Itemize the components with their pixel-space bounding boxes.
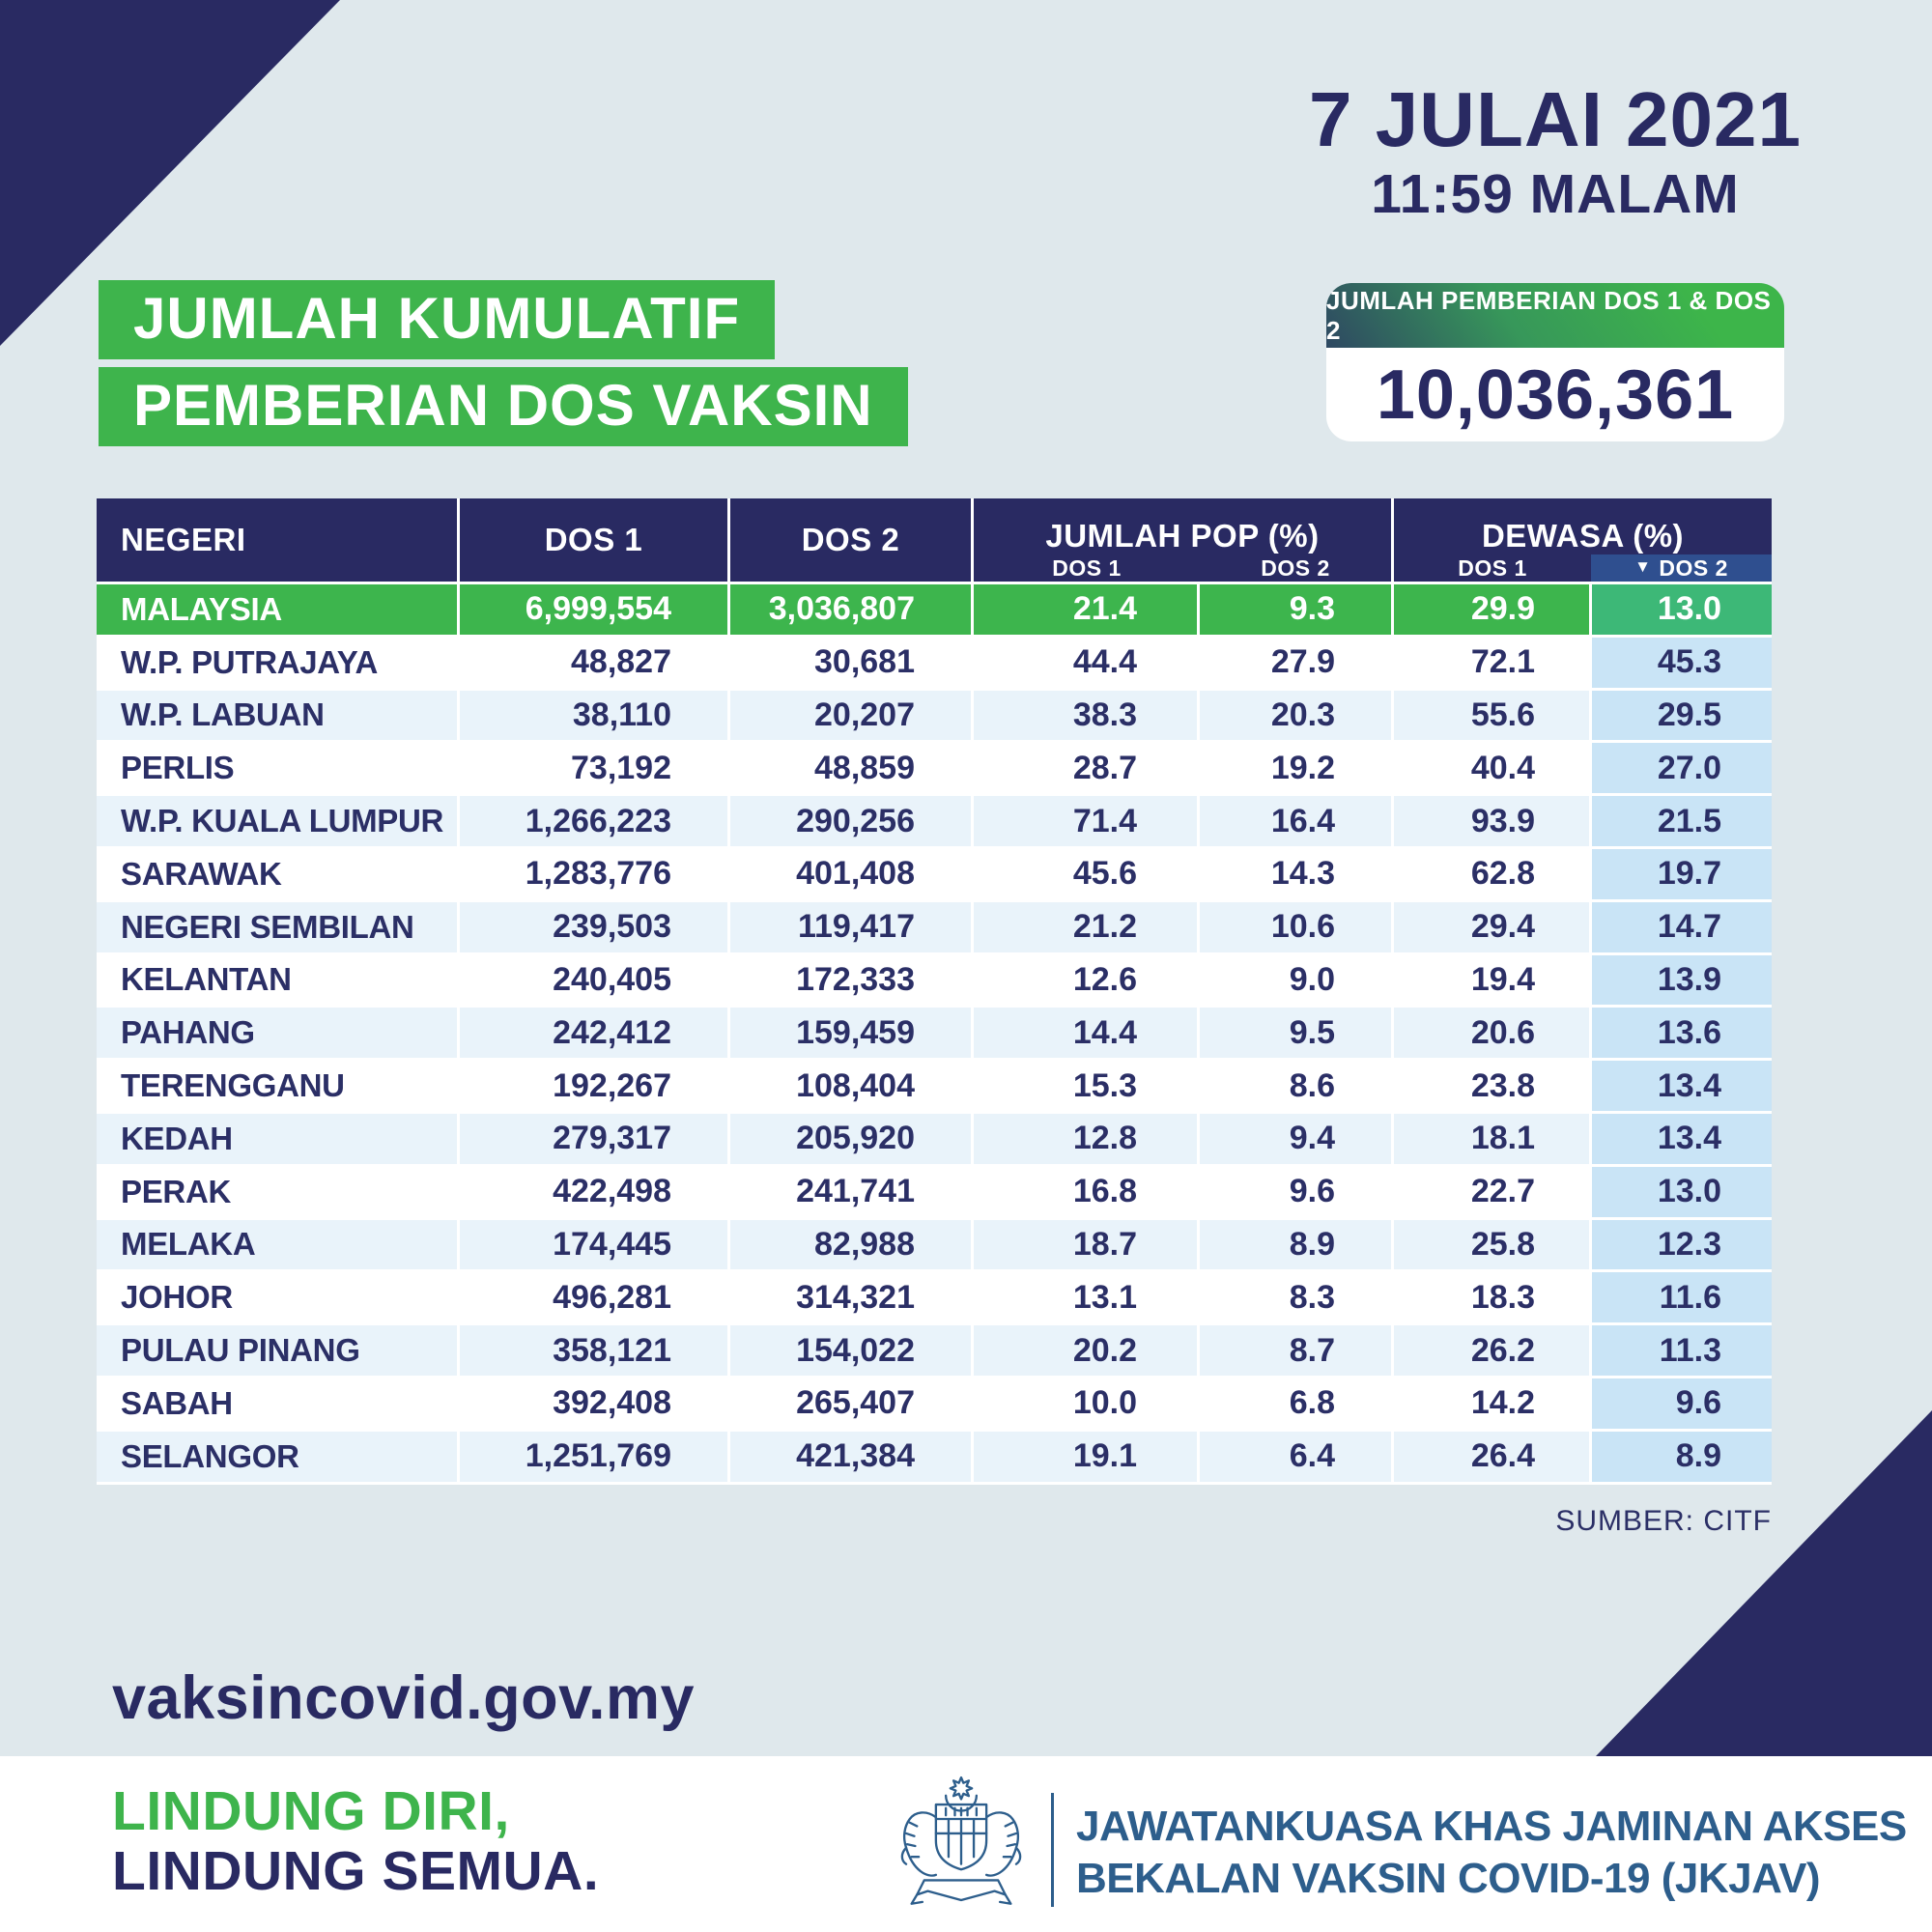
cell-dos2: 119,417 (730, 902, 974, 952)
cell-pop1: 71.4 (974, 796, 1200, 846)
table-row-state (97, 1114, 1772, 1167)
page-title-line2: PEMBERIAN DOS VAKSIN (99, 367, 908, 446)
cell-pop1: 18.7 (974, 1220, 1200, 1270)
cell-dew2: 13.4 (1592, 1114, 1772, 1164)
sort-descending-icon: ▼ (1634, 557, 1652, 576)
cell-pop1: 19.1 (974, 1432, 1200, 1482)
cell-dew2: 19.7 (1592, 849, 1772, 899)
table-row-state (97, 902, 1772, 955)
cell-pop1: 16.8 (974, 1167, 1200, 1217)
subheader-pop-dos2: DOS 2 (1261, 554, 1330, 581)
group-header-dewasa: DEWASA (%) (1481, 518, 1685, 554)
cell-pop2: 9.5 (1200, 1008, 1394, 1058)
cell-pop2: 9.3 (1200, 584, 1394, 635)
cell-pop2: 14.3 (1200, 849, 1394, 899)
cell-dew2: 45.3 (1592, 638, 1772, 688)
table-row-state (97, 1432, 1772, 1485)
cell-dos2: 82,988 (730, 1220, 974, 1270)
table-row-state (97, 1272, 1772, 1325)
cell-pop2: 6.8 (1200, 1378, 1394, 1429)
cell-state-name: MELAKA (97, 1220, 460, 1270)
cell-dos2: 154,022 (730, 1325, 974, 1376)
cell-dos1: 239,503 (460, 902, 730, 952)
cell-dew1: 55.6 (1394, 691, 1592, 741)
cell-pop2: 9.4 (1200, 1114, 1394, 1164)
cell-dew1: 40.4 (1394, 743, 1592, 793)
cell-pop1: 44.4 (974, 638, 1200, 688)
slogan-line1: LINDUNG DIRI, (112, 1780, 510, 1842)
vaccination-table (97, 498, 1772, 1485)
cell-pop2: 9.6 (1200, 1167, 1394, 1217)
cell-dew2: 13.0 (1592, 584, 1772, 635)
cell-dos2: 401,408 (730, 849, 974, 899)
cell-dos2: 314,321 (730, 1272, 974, 1322)
cell-dos2: 241,741 (730, 1167, 974, 1217)
cell-pop2: 8.6 (1200, 1061, 1394, 1111)
cell-dos1: 6,999,554 (460, 584, 730, 635)
column-header-negeri: NEGERI (97, 498, 460, 582)
cell-dew2: 12.3 (1592, 1220, 1772, 1270)
cell-pop2: 6.4 (1200, 1432, 1394, 1482)
cell-dos1: 240,405 (460, 955, 730, 1006)
cell-pop2: 16.4 (1200, 796, 1394, 846)
cell-pop1: 12.6 (974, 955, 1200, 1006)
cell-pop2: 8.9 (1200, 1220, 1394, 1270)
page-title (99, 280, 908, 446)
report-date: 7 JULAI 2021 (1308, 76, 1803, 162)
cell-dew1: 25.8 (1394, 1220, 1592, 1270)
cell-dos1: 1,283,776 (460, 849, 730, 899)
cell-state-name: W.P. LABUAN (97, 691, 460, 741)
cell-pop1: 38.3 (974, 691, 1200, 741)
cell-dos2: 290,256 (730, 796, 974, 846)
cell-state-name: TERENGGANU (97, 1061, 460, 1111)
cell-dos2: 20,207 (730, 691, 974, 741)
table-row-state (97, 955, 1772, 1009)
table-row-state (97, 1167, 1772, 1220)
cell-dew1: 18.3 (1394, 1272, 1592, 1322)
cell-dew2: 11.3 (1592, 1325, 1772, 1376)
table-row-state (97, 1378, 1772, 1432)
cell-pop2: 19.2 (1200, 743, 1394, 793)
subheader-dewasa-dos2-sorted (1591, 554, 1772, 582)
footer-divider-line (1051, 1793, 1054, 1907)
cell-pop2: 9.0 (1200, 955, 1394, 1006)
subheader-pop-dos1: DOS 1 (1052, 554, 1122, 581)
cell-dos1: 48,827 (460, 638, 730, 688)
organization-name (1076, 1801, 1907, 1905)
cell-dew1: 23.8 (1394, 1061, 1592, 1111)
table-header (97, 498, 1772, 584)
cell-pop1: 12.8 (974, 1114, 1200, 1164)
cell-dos1: 73,192 (460, 743, 730, 793)
column-header-dos2: DOS 2 (730, 498, 974, 582)
cell-dew1: 14.2 (1394, 1378, 1592, 1429)
cell-dos2: 159,459 (730, 1008, 974, 1058)
cell-pop1: 28.7 (974, 743, 1200, 793)
cell-state-name: KELANTAN (97, 955, 460, 1006)
cell-dos2: 205,920 (730, 1114, 974, 1164)
cell-state-name: SARAWAK (97, 849, 460, 899)
cell-state-name: PERLIS (97, 743, 460, 793)
cell-dew1: 19.4 (1394, 955, 1592, 1006)
organization-line1: JAWATANKUASA KHAS JAMINAN AKSES (1076, 1803, 1907, 1850)
subheader-dewasa-dos2-label: DOS 2 (1659, 554, 1728, 581)
cell-dos2: 3,036,807 (730, 584, 974, 635)
subheader-dewasa-dos1: DOS 1 (1458, 554, 1527, 581)
cell-pop1: 21.4 (974, 584, 1200, 635)
campaign-slogan (112, 1781, 599, 1901)
cell-dos2: 30,681 (730, 638, 974, 688)
table-body (97, 584, 1772, 1485)
cell-dew1: 72.1 (1394, 638, 1592, 688)
cell-dos1: 1,266,223 (460, 796, 730, 846)
cell-dew2: 11.6 (1592, 1272, 1772, 1322)
malaysia-coat-of-arms-icon (894, 1774, 1029, 1918)
cell-state-name: PERAK (97, 1167, 460, 1217)
cell-dew1: 22.7 (1394, 1167, 1592, 1217)
table-row-state (97, 1061, 1772, 1114)
report-datetime (1179, 75, 1932, 224)
cell-dew2: 13.9 (1592, 955, 1772, 1006)
table-row-state (97, 1008, 1772, 1061)
cell-dos1: 422,498 (460, 1167, 730, 1217)
total-doses-value: 10,036,361 (1376, 355, 1735, 434)
cell-pop2: 27.9 (1200, 638, 1394, 688)
slogan-line2: LINDUNG SEMUA. (112, 1840, 600, 1902)
column-group-jumlah-pop (974, 498, 1394, 582)
cell-dew2: 13.0 (1592, 1167, 1772, 1217)
cell-dew2: 13.6 (1592, 1008, 1772, 1058)
total-doses-badge-value-bar (1326, 348, 1784, 441)
cell-state-name: SELANGOR (97, 1432, 460, 1482)
cell-dos1: 1,251,769 (460, 1432, 730, 1482)
cell-dew2: 13.4 (1592, 1061, 1772, 1111)
cell-dos2: 421,384 (730, 1432, 974, 1482)
cell-dew1: 62.8 (1394, 849, 1592, 899)
table-row-state (97, 743, 1772, 796)
cell-dew1: 18.1 (1394, 1114, 1592, 1164)
source-note: SUMBER: CITF (1555, 1505, 1772, 1537)
cell-dos2: 172,333 (730, 955, 974, 1006)
cell-state-name: PAHANG (97, 1008, 460, 1058)
total-doses-badge-label: JUMLAH PEMBERIAN DOS 1 & DOS 2 (1326, 285, 1772, 345)
cell-dew2: 21.5 (1592, 796, 1772, 846)
cell-dos1: 192,267 (460, 1061, 730, 1111)
cell-state-name: SABAH (97, 1378, 460, 1429)
cell-state-name: MALAYSIA (97, 584, 460, 635)
group-header-jumlah-pop: JUMLAH POP (%) (1045, 518, 1320, 554)
cell-dew2: 14.7 (1592, 902, 1772, 952)
website-url: vaksincovid.gov.my (112, 1664, 696, 1732)
cell-dos1: 392,408 (460, 1378, 730, 1429)
cell-dew2: 8.9 (1592, 1432, 1772, 1482)
cell-dew1: 26.2 (1394, 1325, 1592, 1376)
table-row-state (97, 796, 1772, 849)
report-time: 11:59 MALAM (1371, 163, 1740, 225)
cell-dew1: 29.4 (1394, 902, 1592, 952)
cell-state-name: NEGERI SEMBILAN (97, 902, 460, 952)
cell-dos1: 174,445 (460, 1220, 730, 1270)
cell-dos1: 38,110 (460, 691, 730, 741)
cell-pop1: 21.2 (974, 902, 1200, 952)
cell-pop1: 10.0 (974, 1378, 1200, 1429)
cell-pop2: 10.6 (1200, 902, 1394, 952)
cell-pop1: 20.2 (974, 1325, 1200, 1376)
page-title-line1: JUMLAH KUMULATIF (99, 280, 775, 359)
table-row-state (97, 1220, 1772, 1273)
column-group-dewasa (1394, 498, 1772, 582)
cell-state-name: W.P. KUALA LUMPUR (97, 796, 460, 846)
cell-pop1: 45.6 (974, 849, 1200, 899)
cell-dew1: 93.9 (1394, 796, 1592, 846)
table-row-state (97, 691, 1772, 744)
cell-pop2: 8.7 (1200, 1325, 1394, 1376)
cell-dos2: 265,407 (730, 1378, 974, 1429)
cell-pop1: 15.3 (974, 1061, 1200, 1111)
table-row-malaysia-total (97, 584, 1772, 638)
total-doses-badge-label-bar (1326, 283, 1784, 348)
table-row-state (97, 849, 1772, 902)
cell-dew1: 20.6 (1394, 1008, 1592, 1058)
cell-dos2: 108,404 (730, 1061, 974, 1111)
organization-line2: BEKALAN VAKSIN COVID-19 (JKJAV) (1076, 1855, 1821, 1902)
cell-pop1: 14.4 (974, 1008, 1200, 1058)
table-row-state (97, 638, 1772, 691)
cell-dos1: 279,317 (460, 1114, 730, 1164)
cell-dew2: 9.6 (1592, 1378, 1772, 1429)
cell-state-name: W.P. PUTRAJAYA (97, 638, 460, 688)
cell-pop1: 13.1 (974, 1272, 1200, 1322)
cell-state-name: JOHOR (97, 1272, 460, 1322)
total-doses-badge (1326, 283, 1784, 441)
column-header-dos1: DOS 1 (460, 498, 730, 582)
cell-state-name: KEDAH (97, 1114, 460, 1164)
cell-dos2: 48,859 (730, 743, 974, 793)
cell-dos1: 496,281 (460, 1272, 730, 1322)
cell-pop2: 8.3 (1200, 1272, 1394, 1322)
cell-dew1: 26.4 (1394, 1432, 1592, 1482)
cell-dew2: 29.5 (1592, 691, 1772, 741)
cell-dew2: 27.0 (1592, 743, 1772, 793)
cell-dos1: 242,412 (460, 1008, 730, 1058)
cell-dos1: 358,121 (460, 1325, 730, 1376)
cell-state-name: PULAU PINANG (97, 1325, 460, 1376)
table-row-state (97, 1325, 1772, 1378)
cell-dew1: 29.9 (1394, 584, 1592, 635)
cell-pop2: 20.3 (1200, 691, 1394, 741)
